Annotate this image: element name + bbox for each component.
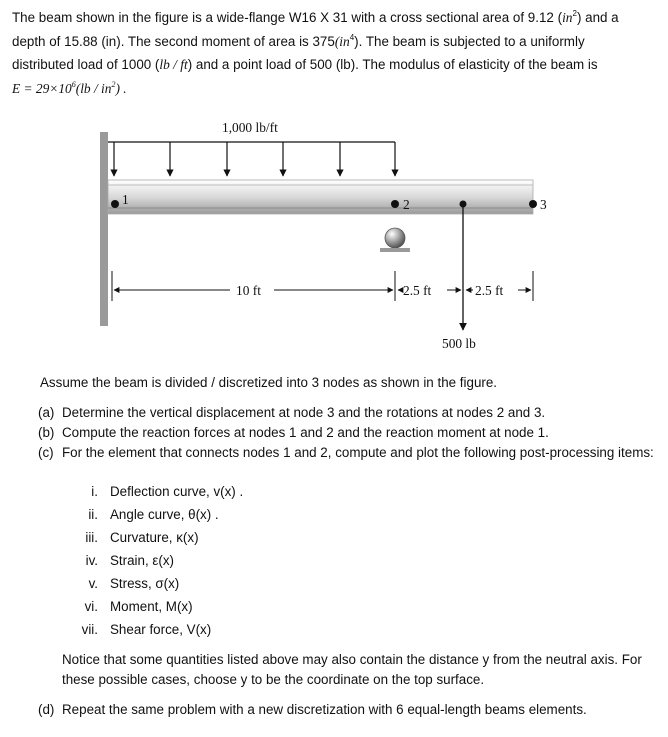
node-1-label: 1 [122,192,129,207]
notice-text: Notice that some quantities listed above may also contain the distance y from the neutral axis. For these possible cases, choose y to be the coordinate on the top surface. [62,652,642,687]
part-c: (c) For the element that connects nodes 1 and 2, compute and plot the following post-processing items: [38,445,654,460]
assumption-text: Assume the beam is divided / discretized into 3 nodes as shown in the figure. [40,375,498,390]
list-item: ii. Angle curve, θ(x) . [88,507,219,522]
part-d: (d) Repeat the same problem with a new discretization with 6 equal-length beams elements. [38,702,587,717]
problem-statement [12,6,660,100]
roller-ground [380,248,410,252]
part-b: (b) Compute the reaction forces at nodes 1 and 2 and the reaction moment at node 1. [38,425,549,440]
list-item: i. Deflection curve, v(x) . [91,484,244,499]
list-item: vii. Shear force, V(x) [81,622,212,637]
part-a: (a) Determine the vertical displacement at node 3 and the rotations at nodes 2 and 3. [38,405,546,420]
question-parts [38,403,658,463]
intro-line-1: The beam shown in the figure is a wide-flange W16 X 31 with a cross sectional area of 9.12 $(in^2)$ and a [12,9,619,25]
list-item: vi. Moment, M(x) [84,599,193,614]
intro-line-2: depth of 15.88 (in). The second moment of area is $375(in^4)$. The beam is subjected to a uniformly [12,32,585,49]
node-2-label: 2 [403,197,410,212]
load-label: 1,000 lb/ft [222,120,278,135]
point-load-label: 500 lb [442,336,476,351]
intro-line-3: distributed load of 1000 (lb / ft) and a point load of 500 (lb). The modulus of elasticity of the beam is [12,57,598,72]
intro-line-4: $E = 29\times 10^6(lb / in^2)$ . [12,79,127,96]
distributed-load-arrows [114,142,395,176]
post-processing-items [62,480,362,641]
roller-support [385,228,405,248]
beam-diagram [90,116,570,366]
node-2-dot [391,200,399,208]
list-item: iv. Strain, ε(x) [85,553,175,568]
dim-2-5ft-a-label: 2.5 ft [403,283,432,298]
node-1-dot [111,200,119,208]
dim-2-5ft-b-label: 2.5 ft [475,283,504,298]
fixed-wall [100,132,108,326]
dim-10ft-label: 10 ft [236,283,261,298]
list-item: v. Stress, σ(x) [88,576,180,591]
node-3-dot [529,200,537,208]
beam-figure [90,116,570,366]
list-item: iii. Curvature, κ(x) [85,530,199,545]
node-3-label: 3 [540,197,547,212]
